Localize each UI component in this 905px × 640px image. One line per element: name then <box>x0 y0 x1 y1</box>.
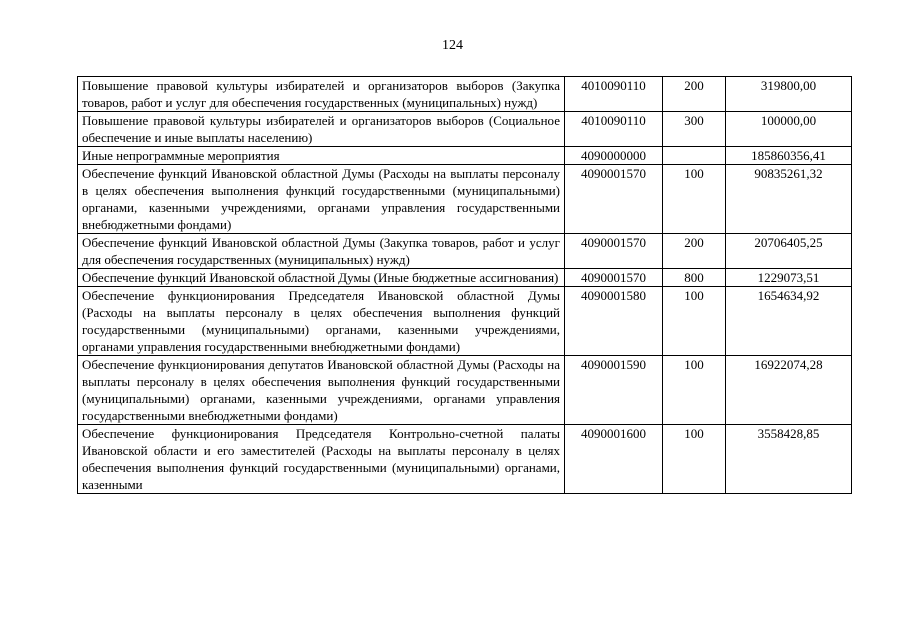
table-row <box>78 234 852 269</box>
row-name: Повышение правовой культуры избирателей и организаторов выборов (Социальное обеспечение и иные выплаты населению) <box>78 112 565 147</box>
row-code: 4090001590 <box>565 356 663 425</box>
row-name: Обеспечение функционирования депутатов Ивановской областной Думы (Расходы на выплаты персоналу в целях обеспечения выполнения функций государственными (муниципальными) органами, казенными учреждениями, органами управления государственными внебюджетными фондами) <box>78 356 565 425</box>
row-name: Обеспечение функций Ивановской областной Думы (Расходы на выплаты персоналу в целях обеспечения выполнения функций государственными (муниципальными) органами, казенными учреждениями, органами управления государственными внебюджетными фондами) <box>78 165 565 234</box>
row-code: 4090000000 <box>565 147 663 165</box>
row-type: 100 <box>663 425 726 494</box>
row-code: 4090001580 <box>565 287 663 356</box>
row-sum: 1654634,92 <box>726 287 852 356</box>
page-number: 124 <box>442 38 463 53</box>
row-sum: 16922074,28 <box>726 356 852 425</box>
row-type: 100 <box>663 165 726 234</box>
row-name: Повышение правовой культуры избирателей и организаторов выборов (Закупка товаров, работ и услуг для обеспечения государственных (муниципальных) нужд) <box>78 77 565 112</box>
row-code: 4010090110 <box>565 112 663 147</box>
row-code: 4090001600 <box>565 425 663 494</box>
row-sum: 185860356,41 <box>726 147 852 165</box>
row-sum: 1229073,51 <box>726 269 852 287</box>
table-row <box>78 77 852 112</box>
row-name: Обеспечение функционирования Председателя Ивановской областной Думы (Расходы на выплаты персоналу в целях обеспечения выполнения функций государственными (муниципальными) органами, казенными учреждениями, органами управления государственными внебюджетными фондами) <box>78 287 565 356</box>
row-type: 200 <box>663 234 726 269</box>
row-sum: 3558428,85 <box>726 425 852 494</box>
row-code: 4090001570 <box>565 269 663 287</box>
row-code: 4090001570 <box>565 165 663 234</box>
table-row <box>78 356 852 425</box>
row-code: 4010090110 <box>565 77 663 112</box>
table-row <box>78 287 852 356</box>
row-type: 200 <box>663 77 726 112</box>
row-type <box>663 147 726 165</box>
budget-table <box>77 76 852 494</box>
table-row <box>78 269 852 287</box>
row-name: Обеспечение функций Ивановской областной Думы (Закупка товаров, работ и услуг для обеспечения государственных (муниципальных) нужд) <box>78 234 565 269</box>
row-sum: 20706405,25 <box>726 234 852 269</box>
row-code: 4090001570 <box>565 234 663 269</box>
row-type: 300 <box>663 112 726 147</box>
row-sum: 90835261,32 <box>726 165 852 234</box>
table-row <box>78 165 852 234</box>
row-name: Обеспечение функций Ивановской областной Думы (Иные бюджетные ассигнования) <box>78 269 565 287</box>
row-name: Обеспечение функционирования Председателя Контрольно-счетной палаты Ивановской области и его заместителей (Расходы на выплаты персоналу в целях обеспечения выполнения функций государственными (муниципальными) органами, казенными <box>78 425 565 494</box>
row-type: 800 <box>663 269 726 287</box>
row-name: Иные непрограммные мероприятия <box>78 147 565 165</box>
row-sum: 100000,00 <box>726 112 852 147</box>
table-row <box>78 147 852 165</box>
table-row <box>78 425 852 494</box>
row-type: 100 <box>663 287 726 356</box>
row-type: 100 <box>663 356 726 425</box>
table-row <box>78 112 852 147</box>
row-sum: 319800,00 <box>726 77 852 112</box>
